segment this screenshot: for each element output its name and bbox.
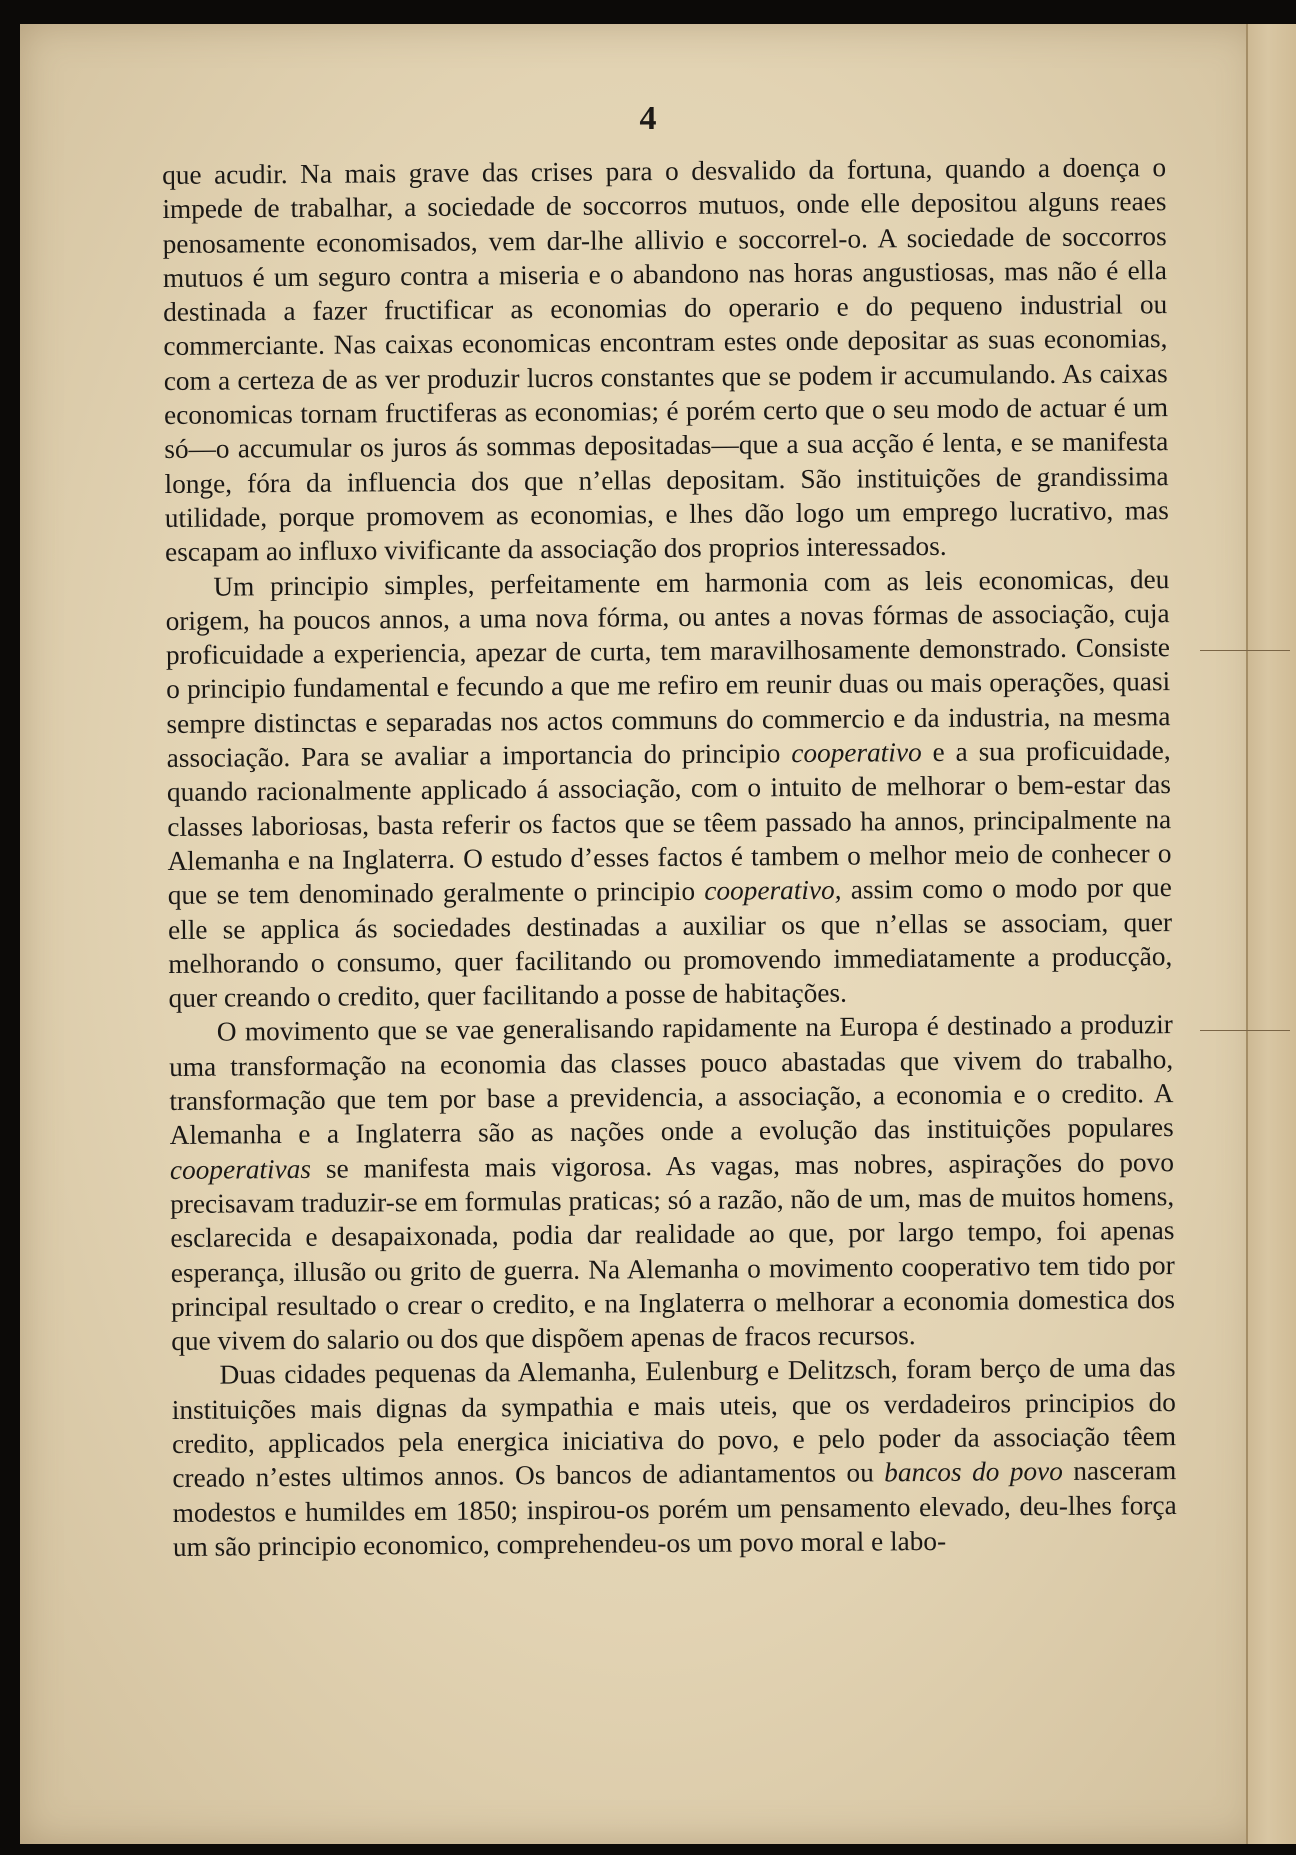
text-run: nasceram modestos e humildes em 1850; inspirou-os porém um pensamento elevado, deu-lhes força um são principio economico, comprehendeu-os um povo moral e labo- xyxy=(172,1455,1177,1562)
paragraph xyxy=(165,562,1172,1016)
page-crease-mark xyxy=(1200,650,1290,701)
body-text xyxy=(162,150,1177,1564)
italic-term: cooperativo, xyxy=(704,874,842,906)
text-run: se manifesta mais vigorosa. As vagas, mas nobres, aspirações do povo precisavam traduzir-se em formulas praticas; só a razão, não de um, mas de muitos homens, esclarecida e desapaixonada, podia dar realidade ao que, por largo tempo, foi apenas esperança, illusão ou grito de guerra. Na Alemanha o movimento cooperativo tem tido por principal resultado o crear o credito, e na Inglaterra o melhorar a economia domestica dos que vivem do salario ou dos que dispõem apenas de fracos recursos. xyxy=(170,1146,1176,1357)
paragraph xyxy=(169,1008,1176,1359)
text-run: O movimento que se vae generalisando rapidamente na Europa é destinado a produzir uma transformação na economia das classes pouco abastadas que vivem do trabalho, transformação que tem por base a previdencia, a associação, a economia e o credito. A Alemanha e a Inglaterra são as nações onde a evolução das instituições populares xyxy=(169,1009,1174,1151)
text-run: Duas cidades pequenas da Alemanha, Eulenburg e Delitzsch, foram berço de uma das instituições mais dignas da sympathia e mais uteis, que os verdadeiros principios do credito, applicados pela energica iniciativa do povo, e pelo poder da associação têem creado n’estes ultimos annos. Os bancos de adiantamentos ou xyxy=(171,1352,1177,1494)
text-run: Um principio simples, perfeitamente em harmonia com as leis economicas, deu origem, ha poucos annos, a uma nova fórma, ou antes a novas fórmas de associação, cuja proficuidade a experiencia, apezar de curta, tem maravilhosamente demonstrado. Consiste o principio fundamental e fecundo a que me refiro em reunir duas ou mais operações, quasi sempre distinctas e separadas nos actos communs do commercio e da industria, na mesma associação. Para se avaliar a importancia do principio xyxy=(165,563,1171,774)
italic-term: cooperativo xyxy=(791,737,922,769)
text-run: assim como o modo por que elle se applica ás sociedades destinadas a auxiliar os que n’ellas se associam, quer melhorando o consumo, quer facilitando ou promovendo immediatamente a producção, quer creando o credito, quer facilitando a posse de habitações. xyxy=(167,872,1173,1014)
paragraph xyxy=(162,150,1169,569)
italic-term: cooperativas xyxy=(169,1153,312,1185)
italic-term: bancos do povo xyxy=(884,1456,1063,1488)
facing-page-edge xyxy=(1246,24,1296,1844)
page-crease-mark xyxy=(1200,1030,1290,1081)
text-run: e a sua proficuidade, quando racionalmente applicado á associação, com o intuito de melhorar o bem-estar das classes laboriosas, basta referir os factos que se têem passado ha annos, principalmente na Alemanha e na Inglaterra. O estudo d’esses factos é tambem o melhor meio de conhecer o que se tem denominado geralmente o principio xyxy=(166,735,1172,911)
paragraph xyxy=(171,1350,1177,1564)
page-number: 4 xyxy=(639,100,657,137)
text-run: que acudir. Na mais grave das crises para o desvalido da fortuna, quando a doença o impede de trabalhar, a sociedade de soccorros mutuos, onde elle depositou alguns reaes penosamente economisados, vem dar-lhe allivio e soccorrel-o. A sociedade de soccorros mutuos é um seguro contra a miseria e o abandono nas horas angustiosas, mas não é ella destinada a fazer fructificar as economias do operario e do pequeno industrial ou commerciante. Nas caixas economicas encontram estes onde depositar as suas economias, com a certeza de as ver produzir lucros constantes que se podem ir accumulando. As caixas economicas tornam fructiferas as economias; é porém certo que o seu modo de actuar é um só—o accumular os juros ás sommas depositadas—que a sua acção é lenta, e se manifesta longe, fóra da influencia dos que n’ellas depositam. São instituições de grandissima utilidade, porque promovem as economias, e lhes dão logo um emprego lucrativo, mas escapam ao influxo vivificante da associação dos proprios interessados. xyxy=(162,152,1169,568)
